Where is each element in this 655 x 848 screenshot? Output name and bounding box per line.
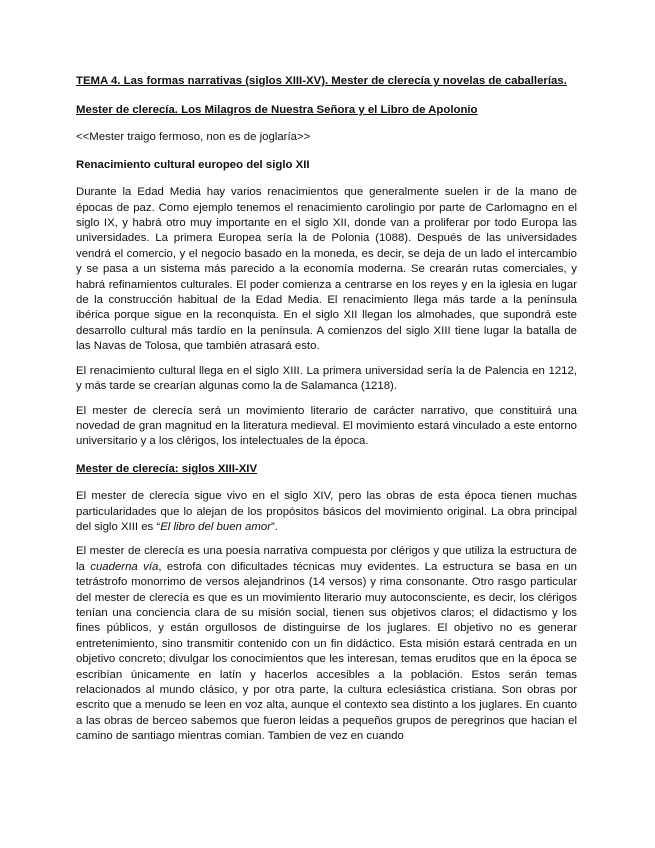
p2-text-before: El mester de clerecía es una poesía narrativa compuesta por clérigos y que utiliza la estructura de la [76, 545, 577, 573]
document-title: TEMA 4. Las formas narrativas (siglos XIII-XV). Mester de clerecía y novelas de caballerías. [76, 75, 567, 87]
paragraph-movimiento-literario: El mester de clerecía será un movimiento literario de carácter narrativo, que constituirá una novedad de gran magnitud en la literatura medieval. El movimiento estará vinculado a este entorno universitario y a los clérigos, los intelectuales de la época. [76, 404, 577, 448]
p1-text-after: ”. [271, 520, 278, 533]
p1-book-title: El libro del buen amor [160, 520, 272, 533]
paragraph-siglo-xiv [76, 489, 577, 535]
epigraph-quote: <<Mester traigo fermoso, non es de joglaría>> [76, 131, 311, 144]
p2-text-after: , estrofa con dificultades técnicas muy evidentes. La estructura se basa en un tetrástrofo monorrimo de versos alejandrinos (14 versos) y rima consonante. Otro rasgo particular del mester de clerecía es que es un movimiento literario muy autoconsciente, es decir, los clérigos tenían una conciencia clara de su misión social, tienen sus objetivos claros; el didactismo y los fines públicos, y están orgullosos de distinguirse de los juglares. El objetivo no es generar entretenimiento, sino transmitir contenido con un fin didáctico. Esta misión estará centrada en un objetivo concreto; divulgar los conocimientos que les interesan, temas eruditos que en la época se escribían únicamente en latín y hacerlos accesibles a la población. Estos serán temas relacionados al mundo clásico, y por otra parte, la cultura eclesiástica cristiana. Son obras por escrito que a menudo se leen en voz alta, aunque el contexto sea distinto a los juglares. En cuanto a las obras de berceo sabemos que fueron leidas a pequeños grupos de peregrinos que hacian el camino de santiago mientras comian. Tambien de vez en cuando [76, 560, 578, 743]
section-heading-clerecia-milagros: Mester de clerecía. Los Milagros de Nuestra Señora y el Libro de Apolonio [76, 104, 478, 116]
paragraph-cuaderna-via [76, 544, 577, 744]
section-heading-clerecia-siglos: Mester de clerecía: siglos XIII-XIV [76, 462, 258, 475]
paragraph-renacimientos: Durante la Edad Media hay varios renacimientos que generalmente suelen ir de la mano de épocas de paz. Como ejemplo tenemos el renacimiento carolingio por parte de Carlomagno en el siglo IX, y habrá otro muy importante en el siglo XII, donde van a proliferar por todo Europa las universidades. La primera Europea sería la de Polonia (1088). Después de las universidades vendrá el comercio, y el negocio basado en la moneda, es decir, se deja de un lado el intercambio y se pasa a un sistema más parecido a la economía moderna. Se crearán rutas comerciales, y habrá refinamientos culturales. El poder comienza a centrarse en los reyes y en la iglesia en lugar de la construcción habitual de la Edad Media. El renacimiento llega más tarde a la península ibérica porque sigue en la reconquista. En el siglo XII llegan los almohades, que supondrá este desarrollo cultural más tardío en la península. A comienzos del siglo XIII tiene lugar la batalla de las Navas de Tolosa, que también atrasará esto. [76, 186, 577, 353]
p2-term: cuaderna vía [90, 560, 159, 573]
document-page [76, 74, 577, 754]
paragraph-siglo-xiii: El renacimiento cultural llega en el siglo XIII. La primera universidad sería la de Palencia en 1212, y más tarde se crearían algunas como la de Salamanca (1218). [76, 364, 577, 393]
subheading-renacimiento: Renacimiento cultural europeo del siglo XII [76, 158, 310, 171]
p1-text-before: El mester de clerecía sigue vivo en el siglo XIV, pero las obras de esta época tienen muchas particularidades que lo alejan de los propósitos básicos del movimiento original. La obra principal del siglo XIII es “ [76, 490, 577, 533]
